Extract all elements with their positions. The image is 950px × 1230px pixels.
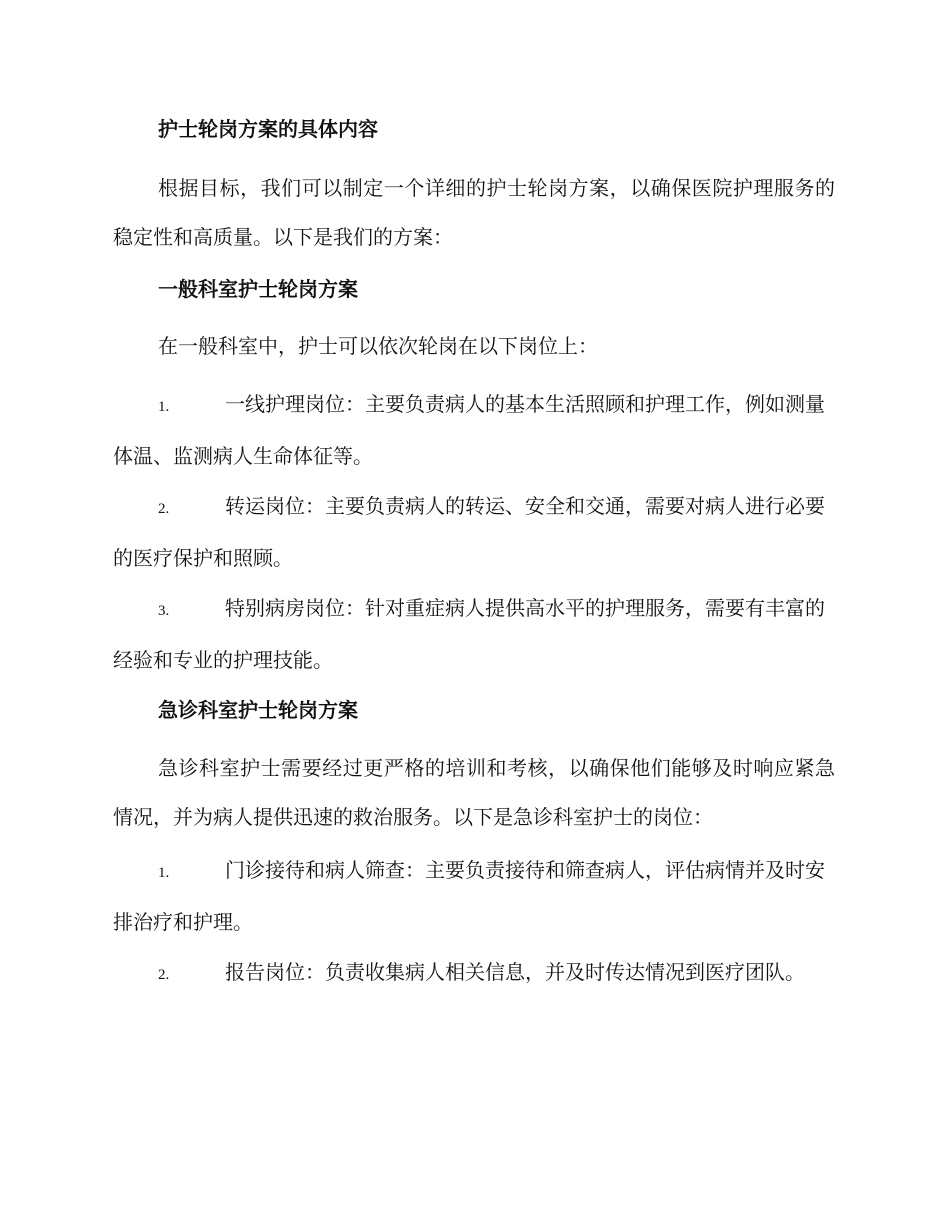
list-item xyxy=(113,380,835,481)
list-item-text: 一线护理岗位：主要负责病人的基本生活照顾和护理工作，例如测量体温、监测病人生命体征等。 xyxy=(113,392,825,468)
section-heading: 护士轮岗方案的具体内容 xyxy=(158,117,378,141)
list-item xyxy=(113,948,835,1000)
emergency-intro-paragraph: 急诊科室护士需要经过更严格的培训和考核，以确保他们能够及时响应紧急情况，并为病人提供迅速的救治服务。以下是急诊科室护士的岗位： xyxy=(113,756,835,829)
list-item-text: 特别病房岗位：针对重症病人提供高水平的护理服务，需要有丰富的经验和专业的护理技能。 xyxy=(113,596,825,672)
intro-paragraph: 根据目标，我们可以制定一个详细的护士轮岗方案，以确保医院护理服务的稳定性和高质量。以下是我们的方案： xyxy=(113,176,835,249)
list-item-number: 2. xyxy=(158,967,170,983)
list-item xyxy=(113,846,835,947)
section-heading-emergency: 急诊科室护士轮岗方案 xyxy=(158,698,358,722)
list-item-text: 门诊接待和病人筛查：主要负责接待和筛查病人，评估病情并及时安排治疗和护理。 xyxy=(113,858,825,934)
list-item-number: 3. xyxy=(158,603,170,619)
list-item xyxy=(113,584,835,685)
list-item-text: 转运岗位：主要负责病人的转运、安全和交通，需要对病人进行必要的医疗保护和照顾。 xyxy=(113,494,825,570)
list-item-number: 2. xyxy=(158,501,170,517)
list-item-number: 1. xyxy=(158,399,170,415)
general-intro-paragraph: 在一般科室中，护士可以依次轮岗在以下岗位上： xyxy=(158,334,598,358)
list-item-number: 1. xyxy=(158,865,170,881)
list-item-text: 报告岗位：负责收集病人相关信息，并及时传达情况到医疗团队。 xyxy=(225,960,805,984)
list-item xyxy=(113,482,835,583)
section-heading-general: 一般科室护士轮岗方案 xyxy=(158,277,358,301)
